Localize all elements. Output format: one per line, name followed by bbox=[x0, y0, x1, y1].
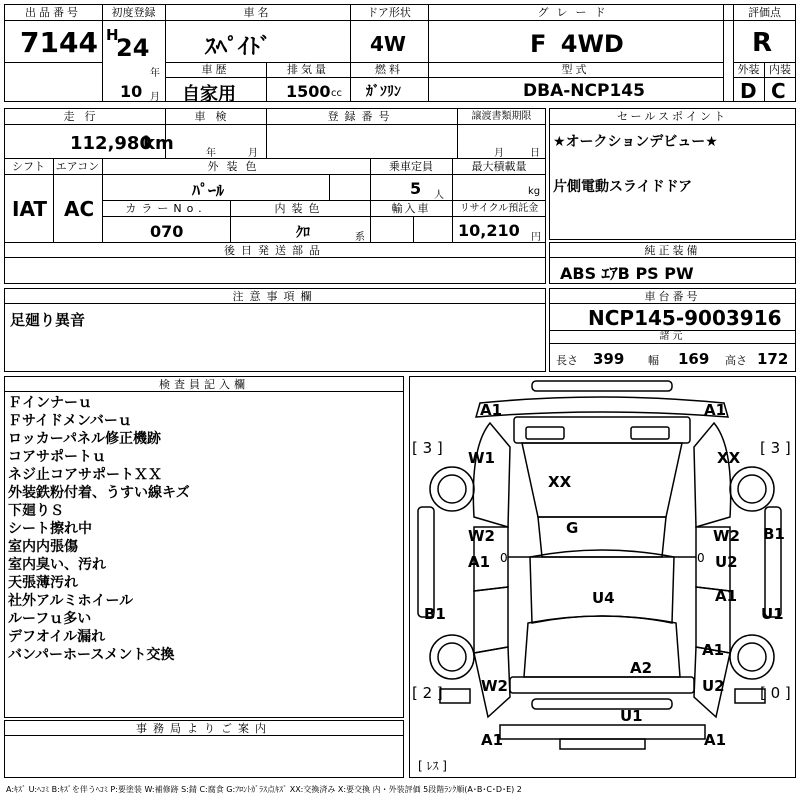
ac-label: エアコン bbox=[55, 160, 100, 173]
inspector-note: ネジ止コアサポートＸＸ bbox=[8, 467, 162, 483]
width-label: 幅 bbox=[648, 354, 659, 367]
ext-grade-label: 外装 bbox=[737, 63, 760, 76]
recycle-unit: 円 bbox=[531, 232, 541, 243]
chassis-label: 車台番号 bbox=[644, 290, 701, 303]
sales-points-box bbox=[549, 108, 796, 240]
color: ﾊﾟｰﾙ bbox=[192, 181, 225, 200]
chassis-number: NCP145-9003916 bbox=[588, 306, 782, 330]
color-no-label: カラーNo. bbox=[125, 202, 207, 215]
length-label: 長さ bbox=[556, 354, 578, 367]
mark-b1-right: B1 bbox=[763, 525, 785, 543]
max-load-unit: kg bbox=[528, 186, 541, 197]
mark-u2-rear-right: U2 bbox=[702, 677, 725, 695]
grade: F 4WD bbox=[530, 30, 624, 58]
model-label: 型式 bbox=[561, 63, 590, 76]
int-color-unit: 系 bbox=[355, 232, 365, 243]
inspector-note: 下廻りＳ bbox=[8, 503, 64, 519]
inspection-year-unit: 年 bbox=[206, 148, 216, 159]
equipment-label: 純正装備 bbox=[644, 244, 701, 257]
mark-tire-bottom-left: [ 2 ] bbox=[412, 684, 443, 702]
mark-w2-left: W2 bbox=[468, 527, 495, 545]
equipment: ABS ｴｱB PS PW bbox=[560, 264, 694, 283]
history: 自家用 bbox=[182, 84, 236, 105]
inspector-note: シート擦れ中 bbox=[8, 521, 92, 537]
inspector-note: Ｆサイドメンバーｕ bbox=[8, 413, 132, 429]
import-label: 輸入車 bbox=[391, 202, 431, 215]
inspection-month-unit: 月 bbox=[248, 148, 258, 159]
sales-point-1: ★オークションデビュー★ bbox=[553, 134, 718, 150]
car-outline bbox=[410, 377, 795, 777]
mark-w2-rear-left: W2 bbox=[481, 677, 508, 695]
mark-a1-right: A1 bbox=[715, 587, 738, 605]
inspector-note: 天張薄汚れ bbox=[8, 575, 78, 591]
score-label: 評価点 bbox=[748, 6, 781, 19]
inspector-note: Ｆインナーｕ bbox=[8, 395, 92, 411]
height: 172 bbox=[757, 350, 789, 368]
inspector-note: デフオイル漏れ bbox=[8, 629, 106, 645]
mileage-label: 走行 bbox=[63, 110, 106, 123]
fuel: ｶﾞｿﾘﾝ bbox=[366, 84, 401, 100]
mark-u1-right: U1 bbox=[761, 605, 784, 623]
height-label: 高さ bbox=[725, 354, 747, 367]
mark-tire-top-left: [ 3 ] bbox=[412, 439, 443, 457]
color-label: 外装色 bbox=[207, 160, 265, 173]
int-color: ｸﾛ bbox=[296, 225, 310, 241]
inspector-note: ロッカーパネル修正機跡 bbox=[8, 431, 162, 447]
mark-spare-tire: [ ﾚｽ ] bbox=[418, 759, 447, 773]
color-no: 070 bbox=[150, 222, 184, 241]
transfer-month-unit: 月 bbox=[494, 148, 504, 159]
later-parts-label: 後日発送部品 bbox=[224, 244, 326, 257]
mark-a1-bottom-left: A1 bbox=[481, 731, 504, 749]
mark-zero-right: 0 bbox=[697, 551, 705, 565]
month-unit: 月 bbox=[150, 92, 160, 103]
dims-label: 諸元 bbox=[659, 331, 686, 342]
transfer-day-unit: 日 bbox=[530, 148, 540, 159]
reg-year: 24 bbox=[116, 34, 150, 62]
mark-a2: A2 bbox=[630, 659, 653, 677]
inspector-note: コアサポートｕ bbox=[8, 449, 106, 465]
mark-xx-right: XX bbox=[717, 449, 741, 467]
inspector-note: 室内臭い、汚れ bbox=[8, 557, 106, 573]
mark-tire-bottom-right: [ 0 ] bbox=[760, 684, 791, 702]
score: R bbox=[752, 28, 773, 58]
mark-a1-front-left: A1 bbox=[480, 401, 503, 419]
mileage: 112,980 bbox=[70, 133, 152, 154]
shift-label: シフト bbox=[12, 160, 45, 173]
inspector-note: ルーフｕ多い bbox=[8, 611, 92, 627]
max-load-label: 最大積載量 bbox=[471, 160, 527, 173]
year-unit: 年 bbox=[150, 68, 160, 79]
width: 169 bbox=[678, 350, 710, 368]
mark-a1-right-rear: A1 bbox=[702, 641, 725, 659]
reg-month: 10 bbox=[120, 82, 143, 101]
car-name-label: 車名 bbox=[243, 6, 272, 19]
mark-xx-center: XX bbox=[548, 473, 572, 491]
mark-a1-front-right: A1 bbox=[704, 401, 727, 419]
car-name: ｽﾍﾟｲﾄﾞ bbox=[205, 35, 272, 60]
capacity: 5 bbox=[410, 179, 422, 198]
reg-number-label: 登録番号 bbox=[327, 110, 396, 123]
mark-w1: W1 bbox=[468, 449, 495, 467]
lot-number: 7144 bbox=[20, 26, 98, 59]
mark-zero-left: 0 bbox=[500, 551, 508, 565]
model-code: DBA-NCP145 bbox=[523, 81, 645, 101]
grade-label: グレード bbox=[537, 6, 614, 19]
length: 399 bbox=[593, 350, 625, 368]
ac: AC bbox=[64, 197, 95, 221]
door-label: ドア形状 bbox=[367, 6, 411, 19]
era-mark: H bbox=[106, 26, 119, 44]
door-type: 4W bbox=[370, 32, 406, 56]
history-label: 車歴 bbox=[201, 63, 230, 76]
recycle-label: リサイクル預託金 bbox=[459, 203, 539, 214]
damage-diagram bbox=[409, 376, 796, 778]
mileage-unit: km bbox=[143, 133, 174, 154]
ext-grade: D bbox=[740, 79, 757, 103]
sales-point-2: 片側電動スライドドア bbox=[553, 179, 693, 195]
transfer-label: 譲渡書類期限 bbox=[471, 111, 532, 122]
inspection-label: 車検 bbox=[194, 110, 237, 123]
mark-u1-bottom: U1 bbox=[620, 707, 643, 725]
displacement-label: 排気量 bbox=[287, 63, 329, 76]
first-reg-label: 初度登録 bbox=[111, 6, 156, 19]
caution-label: 注意事項欄 bbox=[232, 290, 318, 303]
office-label: 事務局よりご案内 bbox=[136, 722, 272, 735]
lot-label: 出品番号 bbox=[25, 6, 81, 19]
capacity-label: 乗車定員 bbox=[389, 160, 433, 173]
legend: A:ｷｽﾞ U:ﾍｺﾐ B:ｷｽﾞを伴うﾍｺﾐ P:要塗装 W:補修跡 S:錆 C:腐食 G:ﾌﾛﾝﾄｶﾞﾗｽ点ｷｽﾞ XX:交換済み X:要交換 内・外装評価 5段階ﾗﾝｸ順(A･B･C･D･E) 2 bbox=[6, 785, 522, 794]
mark-a1-bottom-right: A1 bbox=[704, 731, 727, 749]
inspector-note: バンパーホースメント交換 bbox=[8, 647, 175, 663]
caution-note: 足廻り異音 bbox=[10, 311, 86, 329]
recycle-fee: 10,210 bbox=[458, 221, 520, 240]
displacement-unit: cc bbox=[331, 88, 342, 99]
inspector-note: 社外アルミホイール bbox=[8, 593, 134, 609]
mark-b1-left: B1 bbox=[424, 605, 446, 623]
mark-u4: U4 bbox=[592, 589, 615, 607]
fuel-label: 燃料 bbox=[375, 63, 403, 76]
sales-points-label: セールスポイント bbox=[616, 110, 728, 123]
mark-w2-right: W2 bbox=[713, 527, 740, 545]
displacement: 1500 bbox=[286, 82, 331, 101]
inspector-label: 検査員記入欄 bbox=[159, 378, 249, 391]
mark-u2-right: U2 bbox=[715, 553, 738, 571]
int-color-label: 内装色 bbox=[274, 202, 326, 215]
int-grade-label: 内装 bbox=[769, 63, 791, 76]
inspector-note: 外装鉄粉付着、うすい線キズ bbox=[8, 485, 190, 501]
mark-tire-top-right: [ 3 ] bbox=[760, 439, 791, 457]
int-grade: C bbox=[771, 79, 786, 103]
inspector-note: 室内内張傷 bbox=[8, 539, 78, 555]
mark-a1-left: A1 bbox=[468, 553, 491, 571]
capacity-unit: 人 bbox=[434, 190, 444, 201]
shift: IAT bbox=[12, 197, 48, 221]
mark-g: G bbox=[566, 519, 579, 537]
